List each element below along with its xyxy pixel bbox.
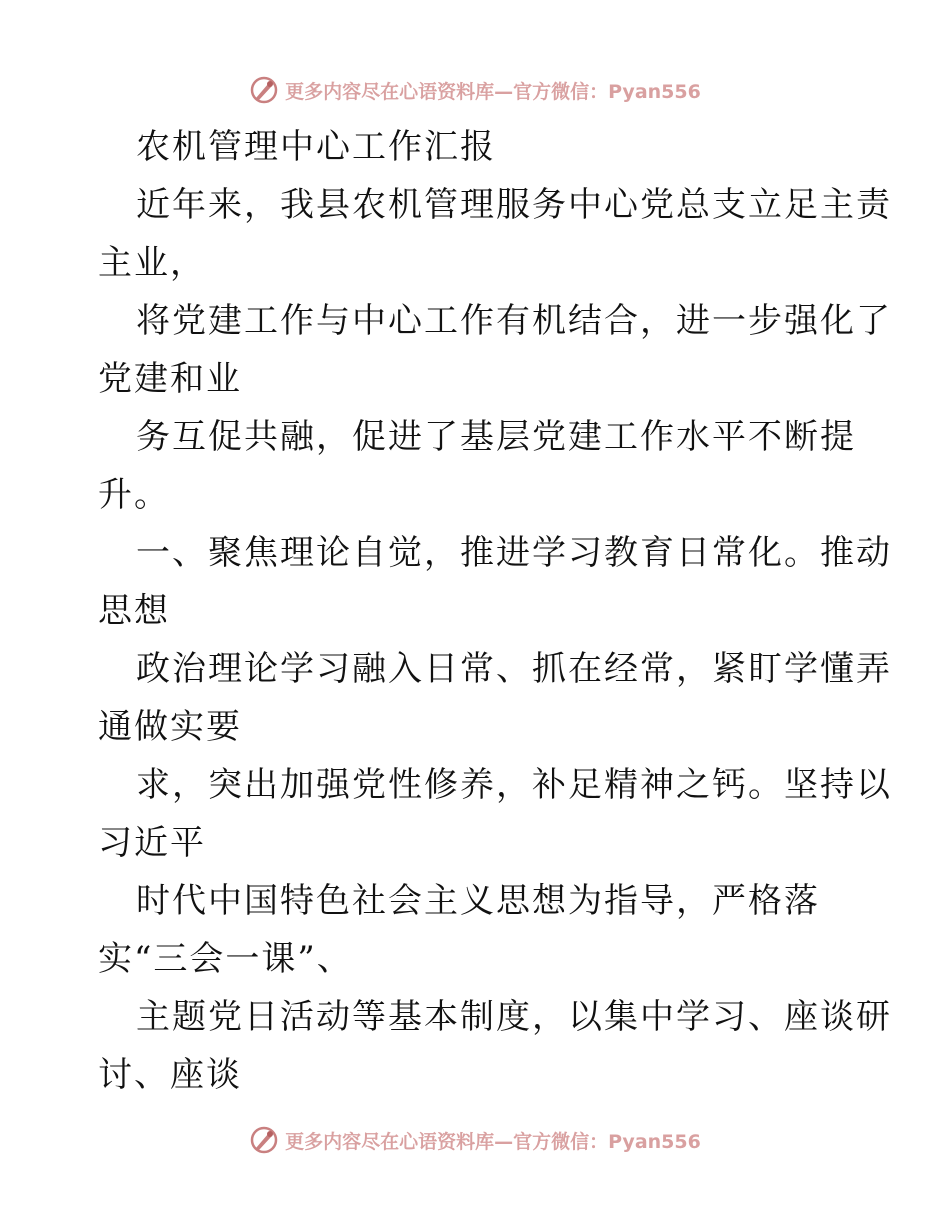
- header-watermark-banner: [0, 70, 950, 110]
- document-body: [98, 118, 892, 1104]
- section-heading-line: 一、聚焦理论自觉，推进学习教育日常化。推动: [136, 533, 892, 573]
- text-line: 主题党日活动等基本制度，以集中学习、座谈研: [136, 997, 892, 1037]
- text-line: 务互促共融，促进了基层党建工作水平不断提: [136, 417, 856, 457]
- footer-watermark-banner: [0, 1120, 950, 1160]
- text-line: 习近平: [98, 823, 206, 863]
- text-line: 思想: [98, 591, 170, 631]
- pen-logo-icon: [249, 1125, 279, 1155]
- watermark-text: 更多内容尽在心语资料库—官方微信：Pyan556: [285, 1130, 701, 1153]
- text-line: 通做实要: [98, 707, 242, 747]
- text-line: 实“三会一课”、: [98, 939, 353, 979]
- text-line: 讨、座谈: [98, 1055, 242, 1095]
- watermark-text: 更多内容尽在心语资料库—官方微信：Pyan556: [285, 80, 701, 103]
- text-line: 近年来，我县农机管理服务中心党总支立足主责: [136, 185, 892, 225]
- text-line: 升。: [98, 475, 170, 515]
- text-line: 将党建工作与中心工作有机结合，进一步强化了: [136, 301, 892, 341]
- pen-logo-icon: [249, 75, 279, 105]
- text-line: 政治理论学习融入日常、抓在经常，紧盯学懂弄: [136, 649, 892, 689]
- text-line: 求，突出加强党性修养，补足精神之钙。坚持以: [136, 765, 892, 805]
- text-line: 时代中国特色社会主义思想为指导，严格落: [136, 881, 820, 921]
- document-title: 农机管理中心工作汇报: [136, 127, 496, 167]
- text-line: 主业，: [98, 243, 206, 283]
- text-line: 党建和业: [98, 359, 242, 399]
